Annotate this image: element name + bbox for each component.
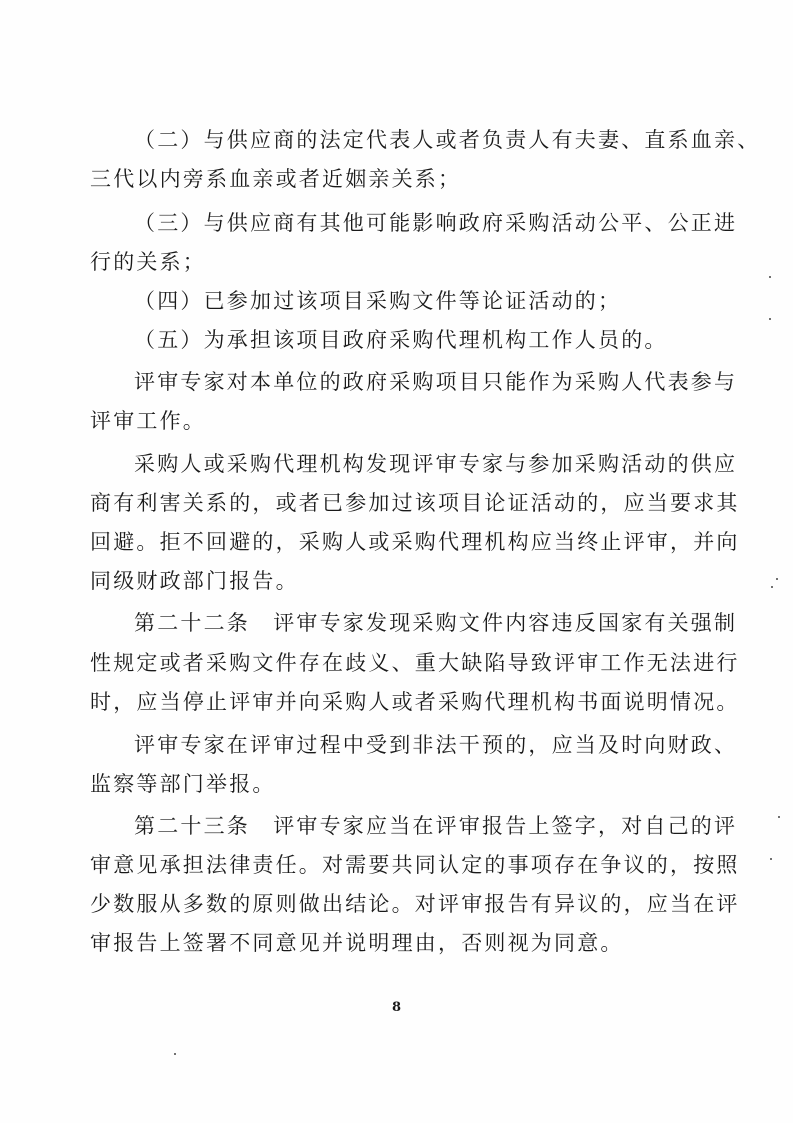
text-line: 审报告上签署不同意见并说明理由，否则视为同意。: [90, 931, 624, 955]
text-line: 时，应当停止评审并向采购人或者采购代理机构书面说明情况。: [90, 690, 740, 714]
text-line: 行的关系；: [90, 250, 206, 274]
text-line: （四）已参加过该项目采购文件等论证活动的；: [134, 289, 622, 313]
scan-speck: [769, 318, 771, 320]
text-line: 回避。拒不回避的，采购人或采购代理机构应当终止评审，并向: [90, 530, 740, 554]
text-line: 少数服从多数的原则做出结论。对评审报告有异议的，应当在评: [90, 892, 740, 916]
scan-speck: [769, 276, 771, 278]
text-line: 采购人或采购代理机构发现评审专家与参加采购活动的供应: [134, 452, 738, 476]
scan-speck: [778, 816, 780, 818]
text-line: 评审专家在评审过程中受到非法干预的，应当及时向财政、: [134, 733, 738, 757]
text-line: 评审工作。: [90, 409, 206, 433]
text-line: 同级财政部门报告。: [90, 569, 299, 593]
text-line: 三代以内旁系血亲或者近姻亲关系；: [90, 167, 462, 191]
text-line: （二）与供应商的法定代表人或者负责人有夫妻、直系血亲、: [134, 128, 761, 152]
text-line: （五）为承担该项目政府采购代理机构工作人员的。: [134, 328, 668, 352]
scan-speck: [771, 586, 773, 588]
scan-speck: [776, 578, 778, 580]
text-line: 商有利害关系的，或者已参加过该项目论证活动的，应当要求其: [90, 491, 740, 515]
text-line: 审意见承担法律责任。对需要共同认定的事项存在争议的，按照: [90, 853, 740, 877]
scan-speck: [770, 858, 772, 860]
text-line: 第二十三条 评审专家应当在评审报告上签字，对自己的评: [134, 814, 738, 838]
text-line: 评审专家对本单位的政府采购项目只能作为采购人代表参与: [134, 370, 738, 394]
page-number: 8: [391, 1000, 402, 1015]
text-line: 监察等部门举报。: [90, 772, 276, 796]
scan-speck: [174, 1053, 176, 1055]
text-line: （三）与供应商有其他可能影响政府采购活动公平、公正进: [134, 211, 738, 235]
text-line: 第二十二条 评审专家发现采购文件内容违反国家有关强制: [134, 611, 738, 635]
text-line: 性规定或者采购文件存在歧义、重大缺陷导致评审工作无法进行: [90, 651, 740, 675]
